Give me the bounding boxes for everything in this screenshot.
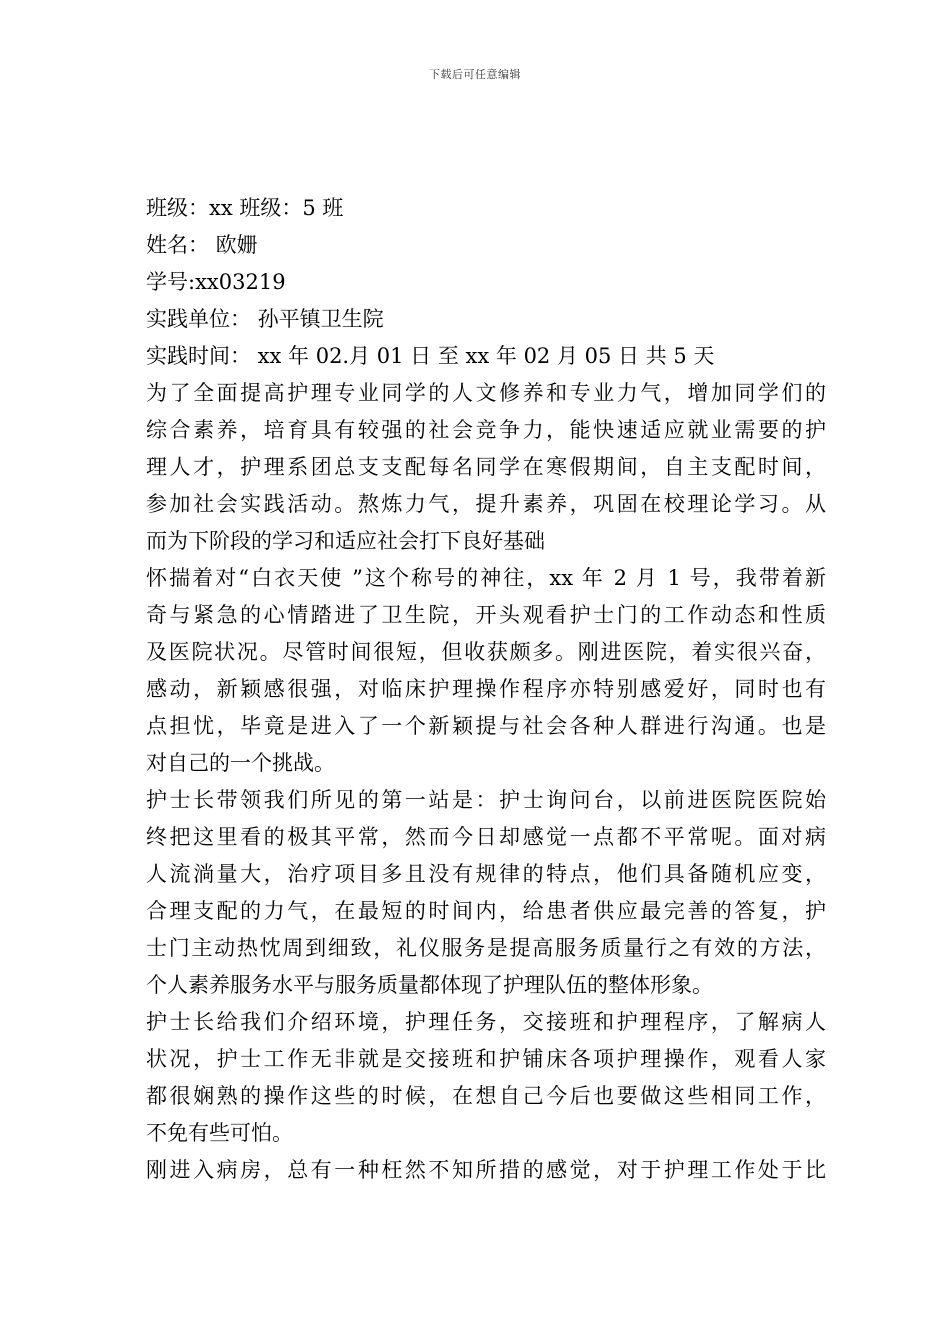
practice-time-line: 实践时间： xx 年 02.月 01 日 至 xx 年 02 月 05 日 共 5 天 <box>146 344 715 368</box>
paragraph-line: 人流淌量大，治疗项目多且没有规律的特点，他们具备随机应变， <box>146 862 826 886</box>
paragraph-line: 个人素养服务水平与服务质量都体现了护理队伍的整体形象。 <box>146 973 713 997</box>
paragraph-line: 终把这里看的极其平常，然而今日却感觉一点都不平常呢。面对病 <box>146 825 826 849</box>
paragraph-line: 都很娴熟的操作这些的时候，在想自己今后也要做这些相同工作， <box>146 1084 826 1108</box>
paragraph-line: 参加社会实践活动。熬炼力气，提升素养，巩固在校理论学习。从 <box>146 492 826 516</box>
paragraph-line: 为了全面提高护理专业同学的人文修养和专业力气，增加同学们的 <box>146 381 826 405</box>
paragraph-line: 合理支配的力气，在最短的时间内，给患者供应最完善的答复，护 <box>146 899 826 923</box>
paragraph-line: 士门主动热忱周到细致，礼仪服务是提高服务质量行之有效的方法， <box>146 936 826 960</box>
paragraph-line: 刚进入病房，总有一种枉然不知所措的感觉，对于护理工作处于比 <box>146 1158 826 1182</box>
practice-unit-line: 实践单位： 孙平镇卫生院 <box>146 307 384 331</box>
paragraph-line: 综合素养，培育具有较强的社会竞争力，能快速适应就业需要的护 <box>146 418 826 442</box>
paragraph-line: 理人才，护理系团总支支配每名同学在寒假期间，自主支配时间， <box>146 455 826 479</box>
class-line: 班级：xx 班级：5 班 <box>146 196 344 220</box>
paragraph-line: 状况，护士工作无非就是交接班和护铺床各项护理操作，观看人家 <box>146 1047 826 1071</box>
paragraph-line: 而为下阶段的学习和适应社会打下良好基础 <box>146 529 545 553</box>
paragraph-line: 怀揣着对“白衣天使 ”这个称号的神往，xx 年 2 月 1 号，我带着新 <box>146 566 826 590</box>
paragraph-line: 感动，新颖感很强，对临床护理操作程序亦特别感爱好，同时也有 <box>146 677 826 701</box>
paragraph-line: 奇与紧急的心情踏进了卫生院，开头观看护士门的工作动态和性质 <box>146 603 826 627</box>
paragraph-line: 护士长带领我们所见的第一站是：护士询问台，以前进医院医院始 <box>146 788 826 812</box>
paragraph-line: 点担忧，毕竟是进入了一个新颖提与社会各种人群进行沟通。也是 <box>146 714 826 738</box>
paragraph-line: 护士长给我们介绍环境，护理任务，交接班和护理程序，了解病人 <box>146 1010 826 1034</box>
document-body <box>146 190 826 1189</box>
name-line: 姓名： 欧姗 <box>146 233 258 257</box>
paragraph-line: 对自己的一个挑战。 <box>146 751 335 775</box>
page-header: 下载后可任意编辑 <box>429 68 521 81</box>
student-id-line: 学号:xx03219 <box>146 270 286 294</box>
paragraph-line: 及医院状况。尽管时间很短，但收获颇多。刚进医院，着实很兴奋， <box>146 640 826 664</box>
paragraph-line: 不免有些可怕。 <box>146 1121 293 1145</box>
